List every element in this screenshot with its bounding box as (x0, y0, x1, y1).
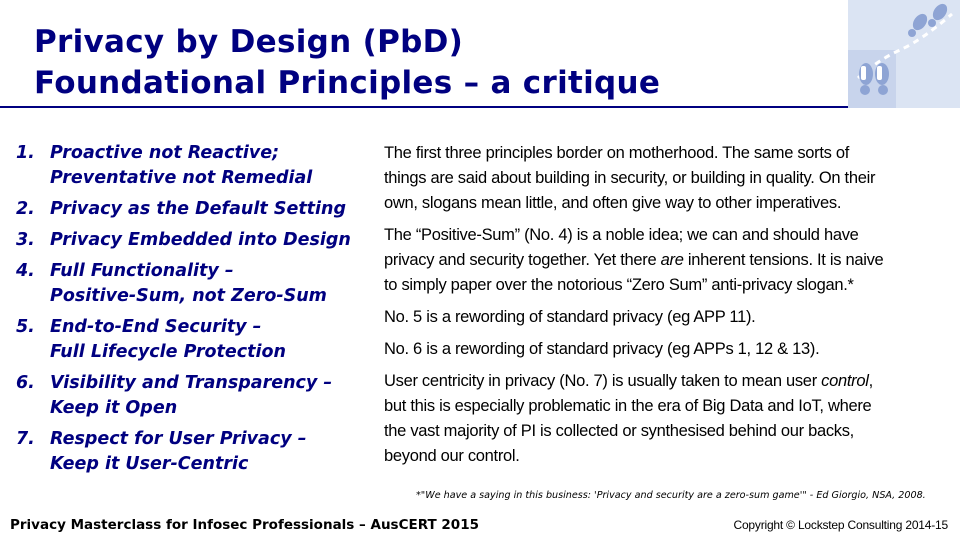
principle-item (16, 197, 376, 222)
principle-number: 7. (16, 429, 35, 449)
critique-text-run: inherent tensions. It is naive (683, 251, 884, 269)
principle-text: Full Functionality – (50, 261, 234, 281)
principle-item (16, 371, 376, 421)
principle-item (16, 315, 376, 365)
critique-line: No. 5 is a rewording of standard privacy (eg APP 11). (384, 308, 756, 326)
principle-text: Visibility and Transparency – (50, 373, 333, 393)
critique-line: the vast majority of PI is collected or synthesised behind our backs, (384, 422, 854, 440)
principle-text: Keep it User-Centric (50, 454, 249, 474)
critique-line: things are said about building in security, or building in quality. On their (384, 169, 876, 187)
title-line-2: Foundational Principles – a critique (34, 65, 661, 101)
critique-line: The “Positive-Sum” (No. 4) is a noble idea; we can and should have (384, 226, 859, 244)
principle-text: Keep it Open (50, 398, 178, 418)
critique-line: The first three principles border on motherhood. The same sorts of (384, 144, 850, 162)
principle-text: End-to-End Security – (50, 317, 262, 337)
critique-emphasis: control (821, 372, 869, 390)
principle-text: Full Lifecycle Protection (50, 342, 286, 362)
critique-line: but this is especially problematic in the era of Big Data and IoT, where (384, 397, 872, 415)
principle-number: 6. (16, 373, 35, 393)
title-underline (0, 106, 848, 108)
critique-paragraph-1 (384, 141, 944, 216)
principle-text: Respect for User Privacy – (50, 429, 307, 449)
principle-number: 2. (16, 199, 35, 219)
principle-item (16, 228, 376, 253)
principle-number: 4. (16, 261, 35, 281)
critique-paragraph-2 (384, 223, 944, 298)
footer-copyright: Copyright © Lockstep Consulting 2014-15 (733, 518, 948, 532)
slide-title (34, 22, 660, 104)
footnote-quote: *"We have a saying in this business: 'Privacy and security are a zero-sum game'" - Ed Giorgio, NSA, 2008. (416, 490, 926, 501)
critique-line: No. 6 is a rewording of standard privacy (eg APPs 1, 12 & 13). (384, 340, 820, 358)
critique-paragraph-4 (384, 337, 944, 362)
principle-number: 3. (16, 230, 35, 250)
critique-text-run: privacy and security together. Yet there (384, 251, 661, 269)
critique-paragraph-3 (384, 305, 944, 330)
principle-text: Privacy Embedded into Design (50, 230, 351, 250)
critique-paragraph-5 (384, 369, 944, 469)
principle-number: 5. (16, 317, 35, 337)
principle-item (16, 141, 376, 191)
critique-line: own, slogans mean little, and often give way to other imperatives. (384, 194, 842, 212)
footer-course-title: Privacy Masterclass for Infosec Professionals – AusCERT 2015 (10, 517, 479, 533)
critique-line: to simply paper over the notorious “Zero Sum” anti-privacy slogan.* (384, 276, 854, 294)
principle-text: Preventative not Remedial (50, 168, 313, 188)
principle-text: Proactive not Reactive; (50, 143, 280, 163)
principles-list (16, 141, 376, 483)
critique-emphasis: are (660, 251, 684, 269)
critique-line (384, 369, 944, 394)
principle-number: 1. (16, 143, 35, 163)
principle-item (16, 427, 376, 477)
critique-line (384, 248, 944, 273)
title-line-1: Privacy by Design (PbD) (34, 24, 464, 60)
principle-text: Privacy as the Default Setting (50, 199, 347, 219)
critique-text-run: User centricity in privacy (No. 7) is usually taken to mean user (384, 372, 822, 390)
principle-text: Positive-Sum, not Zero-Sum (50, 286, 327, 306)
critique-line: beyond our control. (384, 447, 520, 465)
critique-text (384, 141, 944, 476)
footprints-icon (848, 0, 960, 108)
principle-item (16, 259, 376, 309)
critique-text-run: , (868, 372, 873, 390)
